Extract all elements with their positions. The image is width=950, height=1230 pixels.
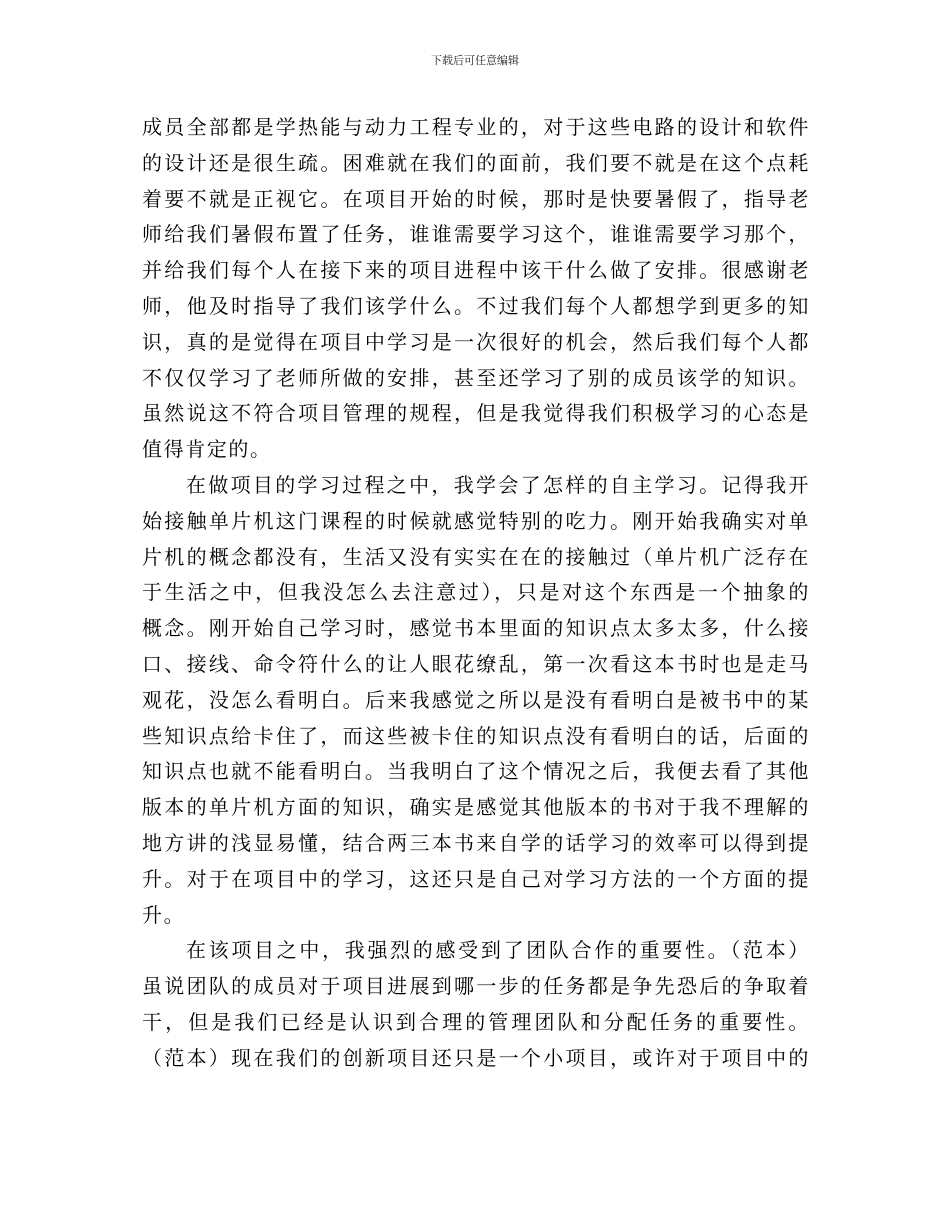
text-line: 虽然说这不符合项目管理的规程，但是我觉得我们积极学习的心态是 — [142, 401, 810, 426]
text-line: 口、接线、命令符什么的让人眼花缭乱，第一次看这本书时也是走马 — [142, 651, 810, 676]
text-line: 师，他及时指导了我们该学什么。不过我们每个人都想学到更多的知 — [142, 293, 810, 318]
text-line: 升。对于在项目中的学习，这还只是自己对学习方法的一个方面的提 — [142, 866, 810, 891]
text-line: 的设计还是很生疏。困难就在我们的面前，我们要不就是在这个点耗 — [142, 150, 810, 175]
text-line: 识，真的是觉得在项目中学习是一次很好的机会，然后我们每个人都 — [142, 329, 810, 354]
paragraph-start-line: 在该项目之中，我强烈的感受到了团队合作的重要性。（范本） — [186, 938, 810, 963]
text-line: 概念。刚开始自己学习时，感觉书本里面的知识点太多太多，什么接 — [142, 616, 810, 641]
text-line: 成员全部都是学热能与动力工程专业的，对于这些电路的设计和软件 — [142, 115, 810, 139]
text-line: 师给我们暑假布置了任务，谁谁需要学习这个，谁谁需要学习那个， — [142, 222, 810, 247]
page-header: 下载后可任意编辑 — [431, 54, 519, 67]
text-line: 不仅仅学习了老师所做的安排，甚至还学习了别的成员该学的知识。 — [142, 365, 810, 390]
text-line: 版本的单片机方面的知识，确实是感觉其他版本的书对于我不理解的 — [142, 795, 810, 820]
text-line: 干，但是我们已经是认识到合理的管理团队和分配任务的重要性。 — [142, 1009, 810, 1034]
text-line: 地方讲的浅显易懂，结合两三本书来自学的话学习的效率可以得到提 — [142, 830, 810, 855]
text-line: 值得肯定的。 — [142, 437, 272, 462]
text-line: 观花，没怎么看明白。后来我感觉之所以是没有看明白是被书中的某 — [142, 687, 810, 712]
text-line: 始接触单片机这门课程的时候就感觉特别的吃力。刚开始我确实对单 — [142, 508, 810, 533]
text-line: 些知识点给卡住了，而这些被卡住的知识点没有看明白的话，后面的 — [142, 723, 810, 748]
text-line: 知识点也就不能看明白。当我明白了这个情况之后，我便去看了其他 — [142, 759, 810, 784]
text-line: 虽说团队的成员对于项目进展到哪一步的任务都是争先恐后的争取着 — [142, 974, 810, 999]
text-line: （范本）现在我们的创新项目还只是一个小项目，或许对于项目中的 — [142, 1045, 810, 1070]
text-line: 着要不就是正视它。在项目开始的时候，那时是快要暑假了，指导老 — [142, 186, 810, 211]
document-body — [142, 110, 810, 1077]
text-line: 并给我们每个人在接下来的项目进程中该干什么做了安排。很感谢老 — [142, 258, 810, 283]
text-line: 升。 — [142, 902, 186, 927]
text-line: 于生活之中，但我没怎么去注意过），只是对这个东西是一个抽象的 — [142, 580, 810, 605]
paragraph-start-line: 在做项目的学习过程之中，我学会了怎样的自主学习。记得我开 — [186, 472, 810, 497]
text-line: 片机的概念都没有，生活又没有实实在在的接触过（单片机广泛存在 — [142, 544, 810, 569]
